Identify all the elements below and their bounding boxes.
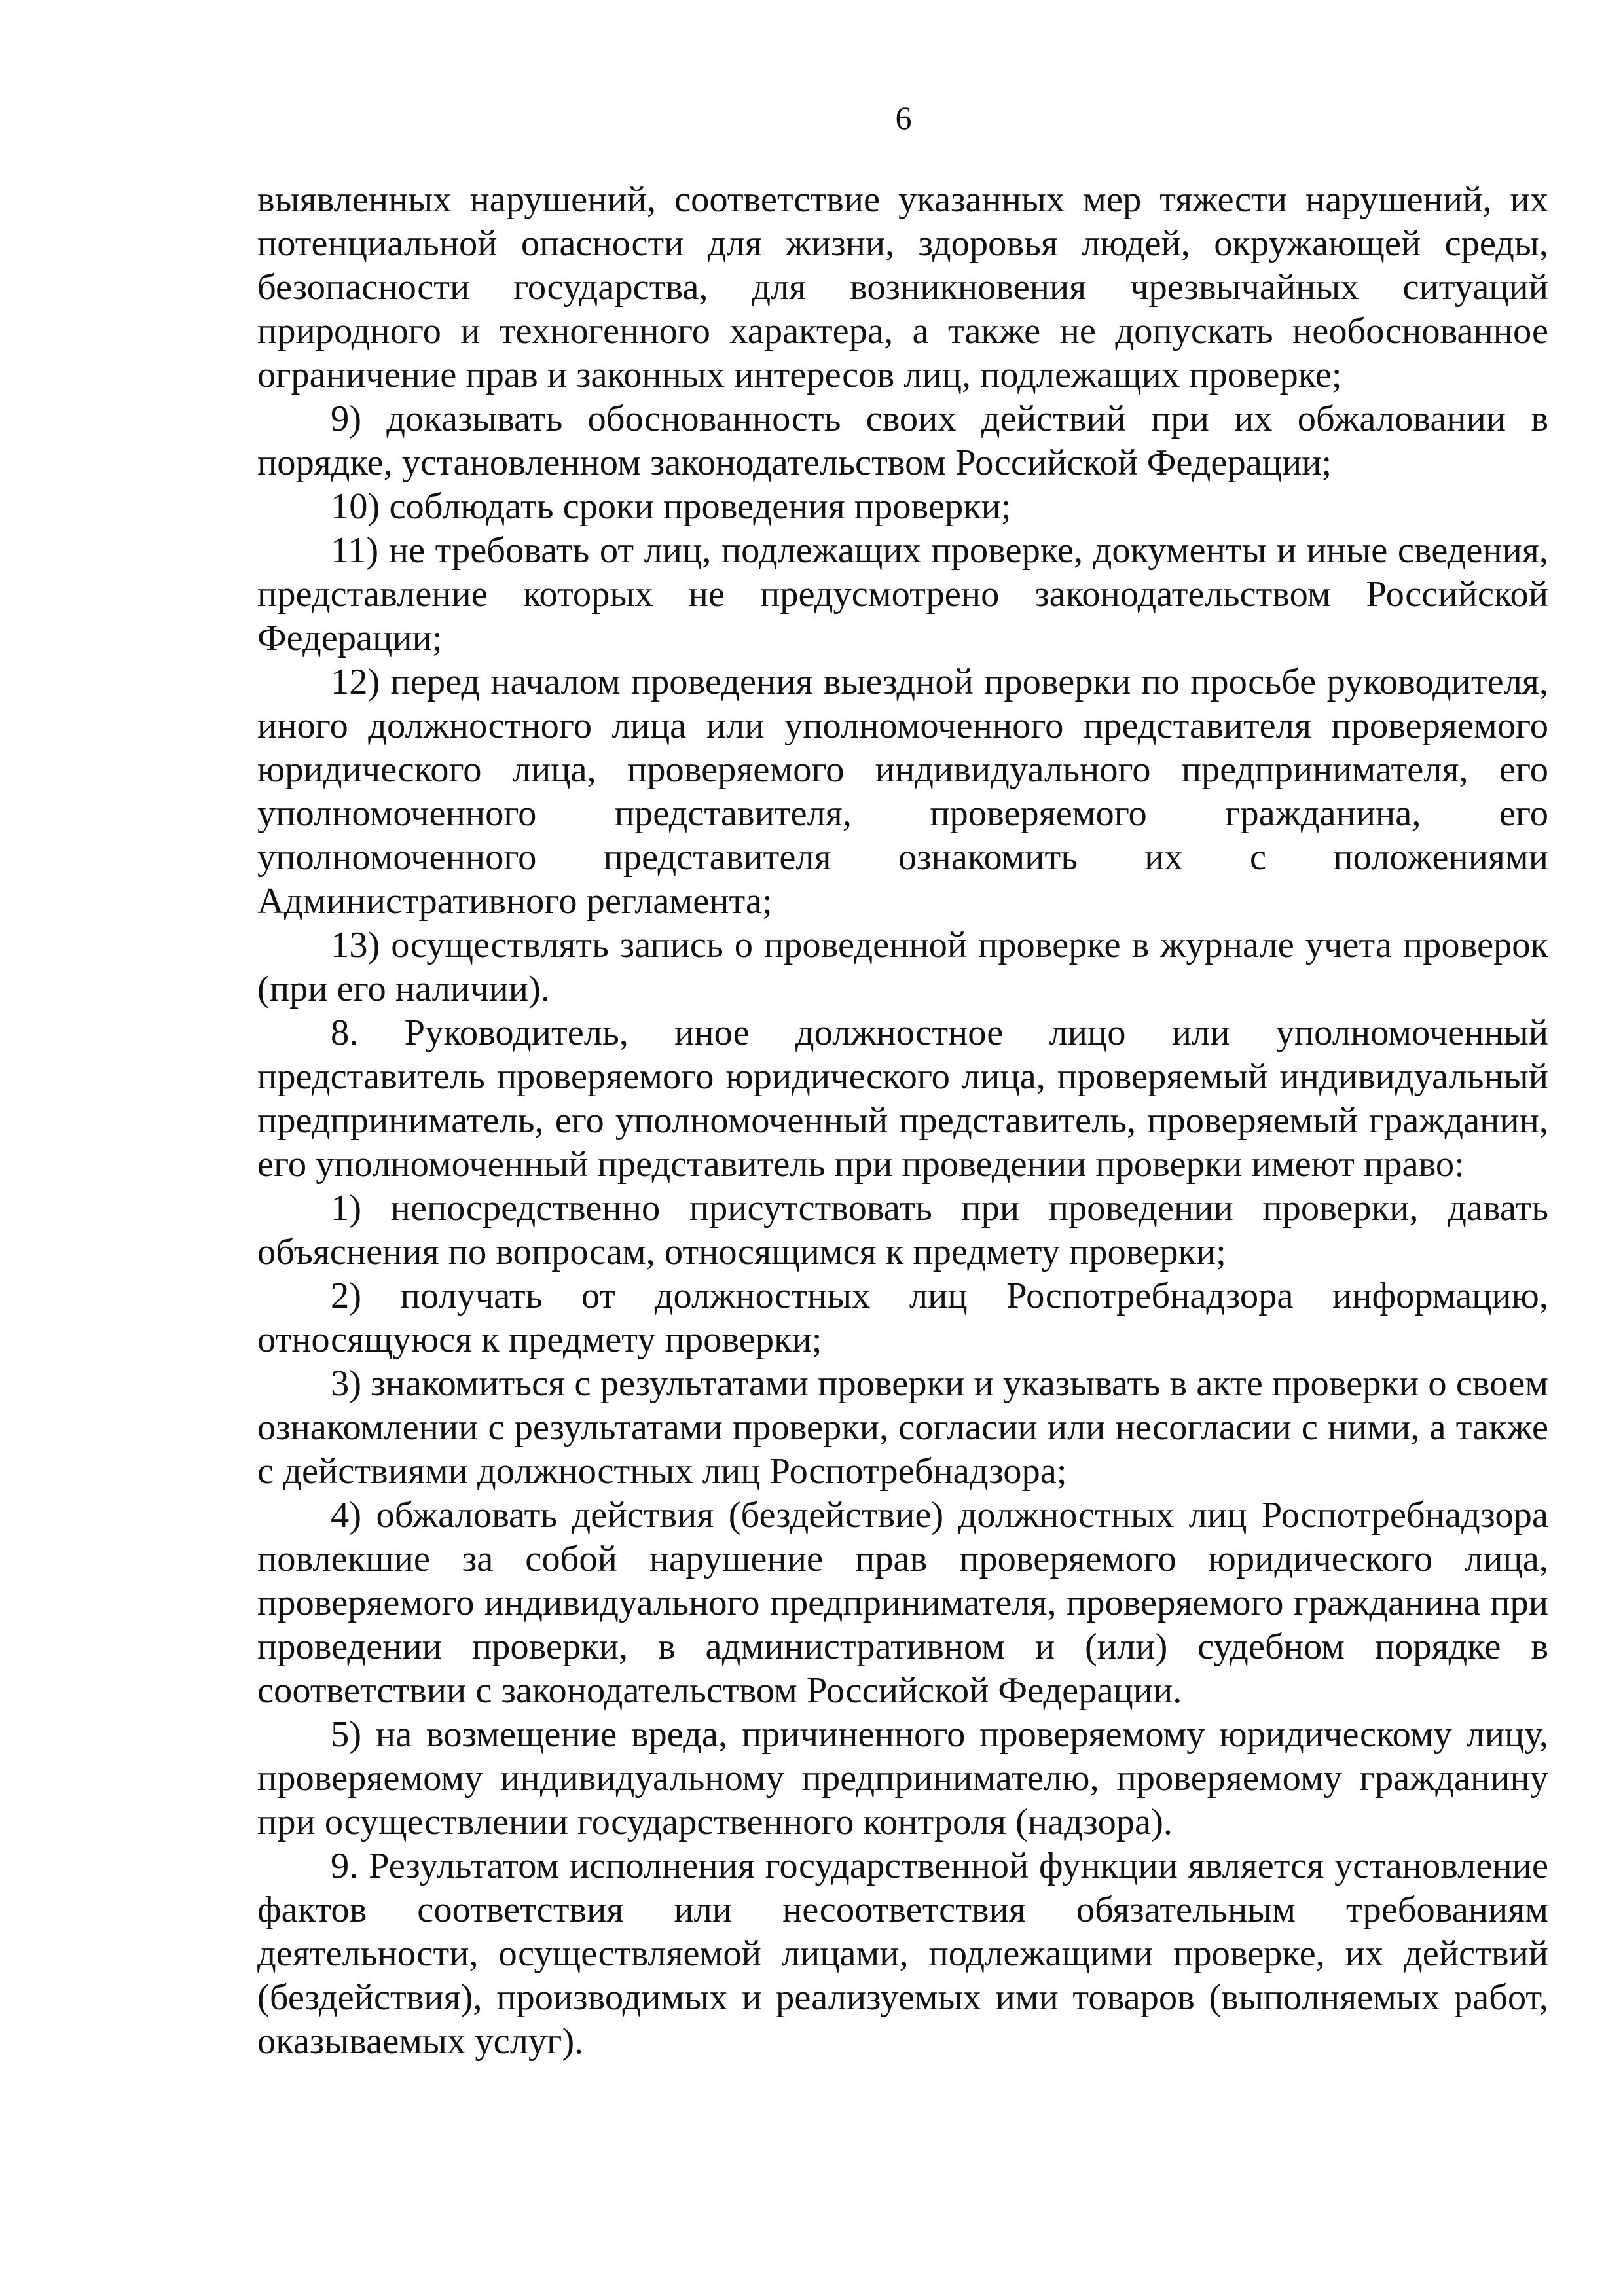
paragraph-section-9: 9. Результатом исполнения государственной функции является установление фактов соответствия или несоответствия обязательным требованиям деятельности, осуществляемой лицами, подлежащими проверке, их действий (бездействия), производимых и реализуемых ими товаров (выполняемых работ, оказываемых услуг). — [257, 1846, 1548, 2062]
paragraph-item-10: 10) соблюдать сроки проведения проверки; — [331, 486, 1012, 527]
paragraph-right-3: 3) знакомиться с результатами проверки и указывать в акте проверки о своем ознакомлении с результатами проверки, согласии или несогласии с ними, а также с действиями должностных лиц Роспотребнадзора; — [257, 1363, 1548, 1492]
paragraph-item-13: 13) осуществлять запись о проведенной проверке в журнале учета проверок (при его наличии). — [257, 925, 1548, 1009]
paragraph-item-11: 11) не требовать от лиц, подлежащих проверке, документы и иные сведения, представление которых не предусмотрено законодательством Российской Федерации; — [257, 530, 1548, 658]
paragraph-right-5: 5) на возмещение вреда, причиненного проверяемому юридическому лицу, проверяемому индивидуальному предпринимателю, проверяемому гражданину при осуществлении государственного контроля (надзора). — [257, 1714, 1548, 1842]
document-body — [257, 178, 1548, 2064]
paragraph-right-2: 2) получать от должностных лиц Роспотребнадзора информацию, относящуюся к предмету проверки; — [257, 1276, 1548, 1360]
page-number: 6 — [895, 99, 912, 136]
paragraph-item-9: 9) доказывать обоснованность своих действий при их обжаловании в порядке, установленном законодательством Российской Федерации; — [257, 399, 1548, 483]
paragraph-continuation: выявленных нарушений, соответствие указанных мер тяжести нарушений, их потенциальной опасности для жизни, здоровья людей, окружающей среды, безопасности государства, для возникновения чрезвычайных ситуаций природного и техногенного характера, а также не допускать необоснованное ограничение прав и законных интересов лиц, подлежащих проверке; — [257, 179, 1548, 395]
paragraph-right-1: 1) непосредственно присутствовать при проведении проверки, давать объяснения по вопросам, относящимся к предмету проверки; — [257, 1188, 1548, 1272]
paragraph-right-4: 4) обжаловать действия (бездействие) должностных лиц Роспотребнадзора повлекшие за собой нарушение прав проверяемого юридического лица, проверяемого индивидуального предпринимателя, проверяемого гражданина при проведении проверки, в административном и (или) судебном порядке в соответствии с законодательством Российской Федерации. — [257, 1495, 1548, 1711]
paragraph-section-8: 8. Руководитель, иное должностное лицо или уполномоченный представитель проверяемого юридического лица, проверяемый индивидуальный предприниматель, его уполномоченный представитель, проверяемый гражданин, его уполномоченный представитель при проведении проверки имеют право: — [257, 1013, 1548, 1185]
paragraph-item-12: 12) перед началом проведения выездной проверки по просьбе руководителя, иного должностного лица или уполномоченного представителя проверяемого юридического лица, проверяемого индивидуального предпринимателя, его уполномоченного представителя, проверяемого гражданина, его уполномоченного представителя ознакомить их с положениями Административного регламента; — [257, 662, 1548, 922]
